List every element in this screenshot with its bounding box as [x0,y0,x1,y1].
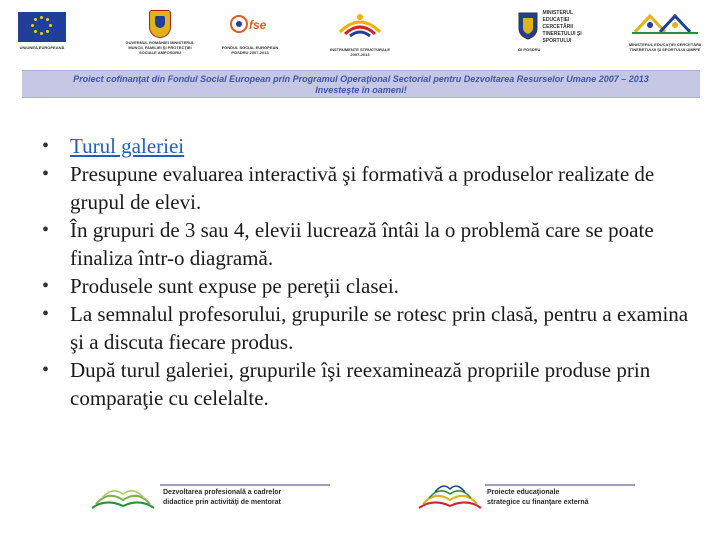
structural-funds-caption: INSTRUMENTE STRUCTURALE 2007-2013 [330,47,390,57]
svg-text:fse: fse [249,18,267,32]
ministry-subcaption: OI POSDRU [518,47,541,52]
coat-of-arms-icon [149,10,171,38]
government-logo [120,10,200,72]
footer-left-project [88,480,348,514]
bullet-item: • Presupune evaluarea interactivă şi formativă a produselor realizate de grupul de elevi. [42,160,702,216]
bullet-list [42,132,702,412]
gallery-tour-link[interactable]: Turul galeriei [70,134,185,158]
structural-funds-logo [325,10,395,72]
footer-right-bar [485,484,635,486]
logo-row [0,10,720,72]
houses-icon [630,10,700,36]
bullet-item: • După turul galeriei, grupurile îşi reexaminează propriile produse prin comparaţie cu celelalte. [42,356,702,412]
ministry-education-logo [512,10,602,72]
open-book-icon [415,480,485,514]
bullet-item: • La semnalul profesorului, grupurile se rotesc prin clasă, pentru a examina şi a discuta fiecare produs. [42,300,702,356]
eu-caption: UNIUNEA EUROPEANĂ [19,45,65,50]
footer-left-line-2: didactice prin activităţi de mentorat [163,499,281,506]
fse-logo [215,10,285,72]
structural-funds-icon [335,10,385,40]
banner-line-1: Proiect cofinanţat din Fondul Social European prin Programul Operaţional Sectorial pentru Dezvoltarea Resurselor Umane 2007 – 2013 [73,74,649,84]
bullet-item[interactable] [42,132,702,160]
book-icon [88,480,158,514]
government-caption: GUVERNUL ROMÂNIEI MINISTERUL MUNCII, FAMILIEI ŞI PROTECŢIEI SOCIALE AMPOSDRU [125,40,195,55]
ministry-caption: MINISTERUL EDUCAŢIEI CERCETĂRII TINERETULUI ŞI SPORTULUI [542,10,582,44]
fse-caption: FONDUL SOCIAL EUROPEAN POSDRU 2007-2013 [221,45,279,55]
footer-left-line-1: Dezvoltarea profesională a cadrelor [163,489,282,496]
footer-right-line-1: Proiecte educaţionale [487,489,560,496]
bullet-item: • În grupuri de 3 sau 4, elevii lucrează întâi la o problemă care se poate finaliza într-o diagramă. [42,216,702,272]
footer-right-project [415,480,665,514]
footer-left-bar [160,484,330,486]
ministry-education-logo-2 [620,10,710,72]
footer-right-line-2: strategice cu finanţare externă [487,499,589,506]
eu-logo [12,10,72,72]
ministry-crest-icon [517,10,539,40]
funding-banner [22,70,700,98]
ministry-2-caption: MINISTERUL EDUCAŢIEI CERCETĂRII TINERETULUI ŞI SPORTULUI UMPFE [628,42,702,52]
fse-icon [225,10,275,38]
banner-line-2: Investeşte în oameni! [315,85,407,95]
eu-flag-icon [18,12,66,42]
bullet-item: • Produsele sunt expuse pe pereţii clasei. [42,272,702,300]
